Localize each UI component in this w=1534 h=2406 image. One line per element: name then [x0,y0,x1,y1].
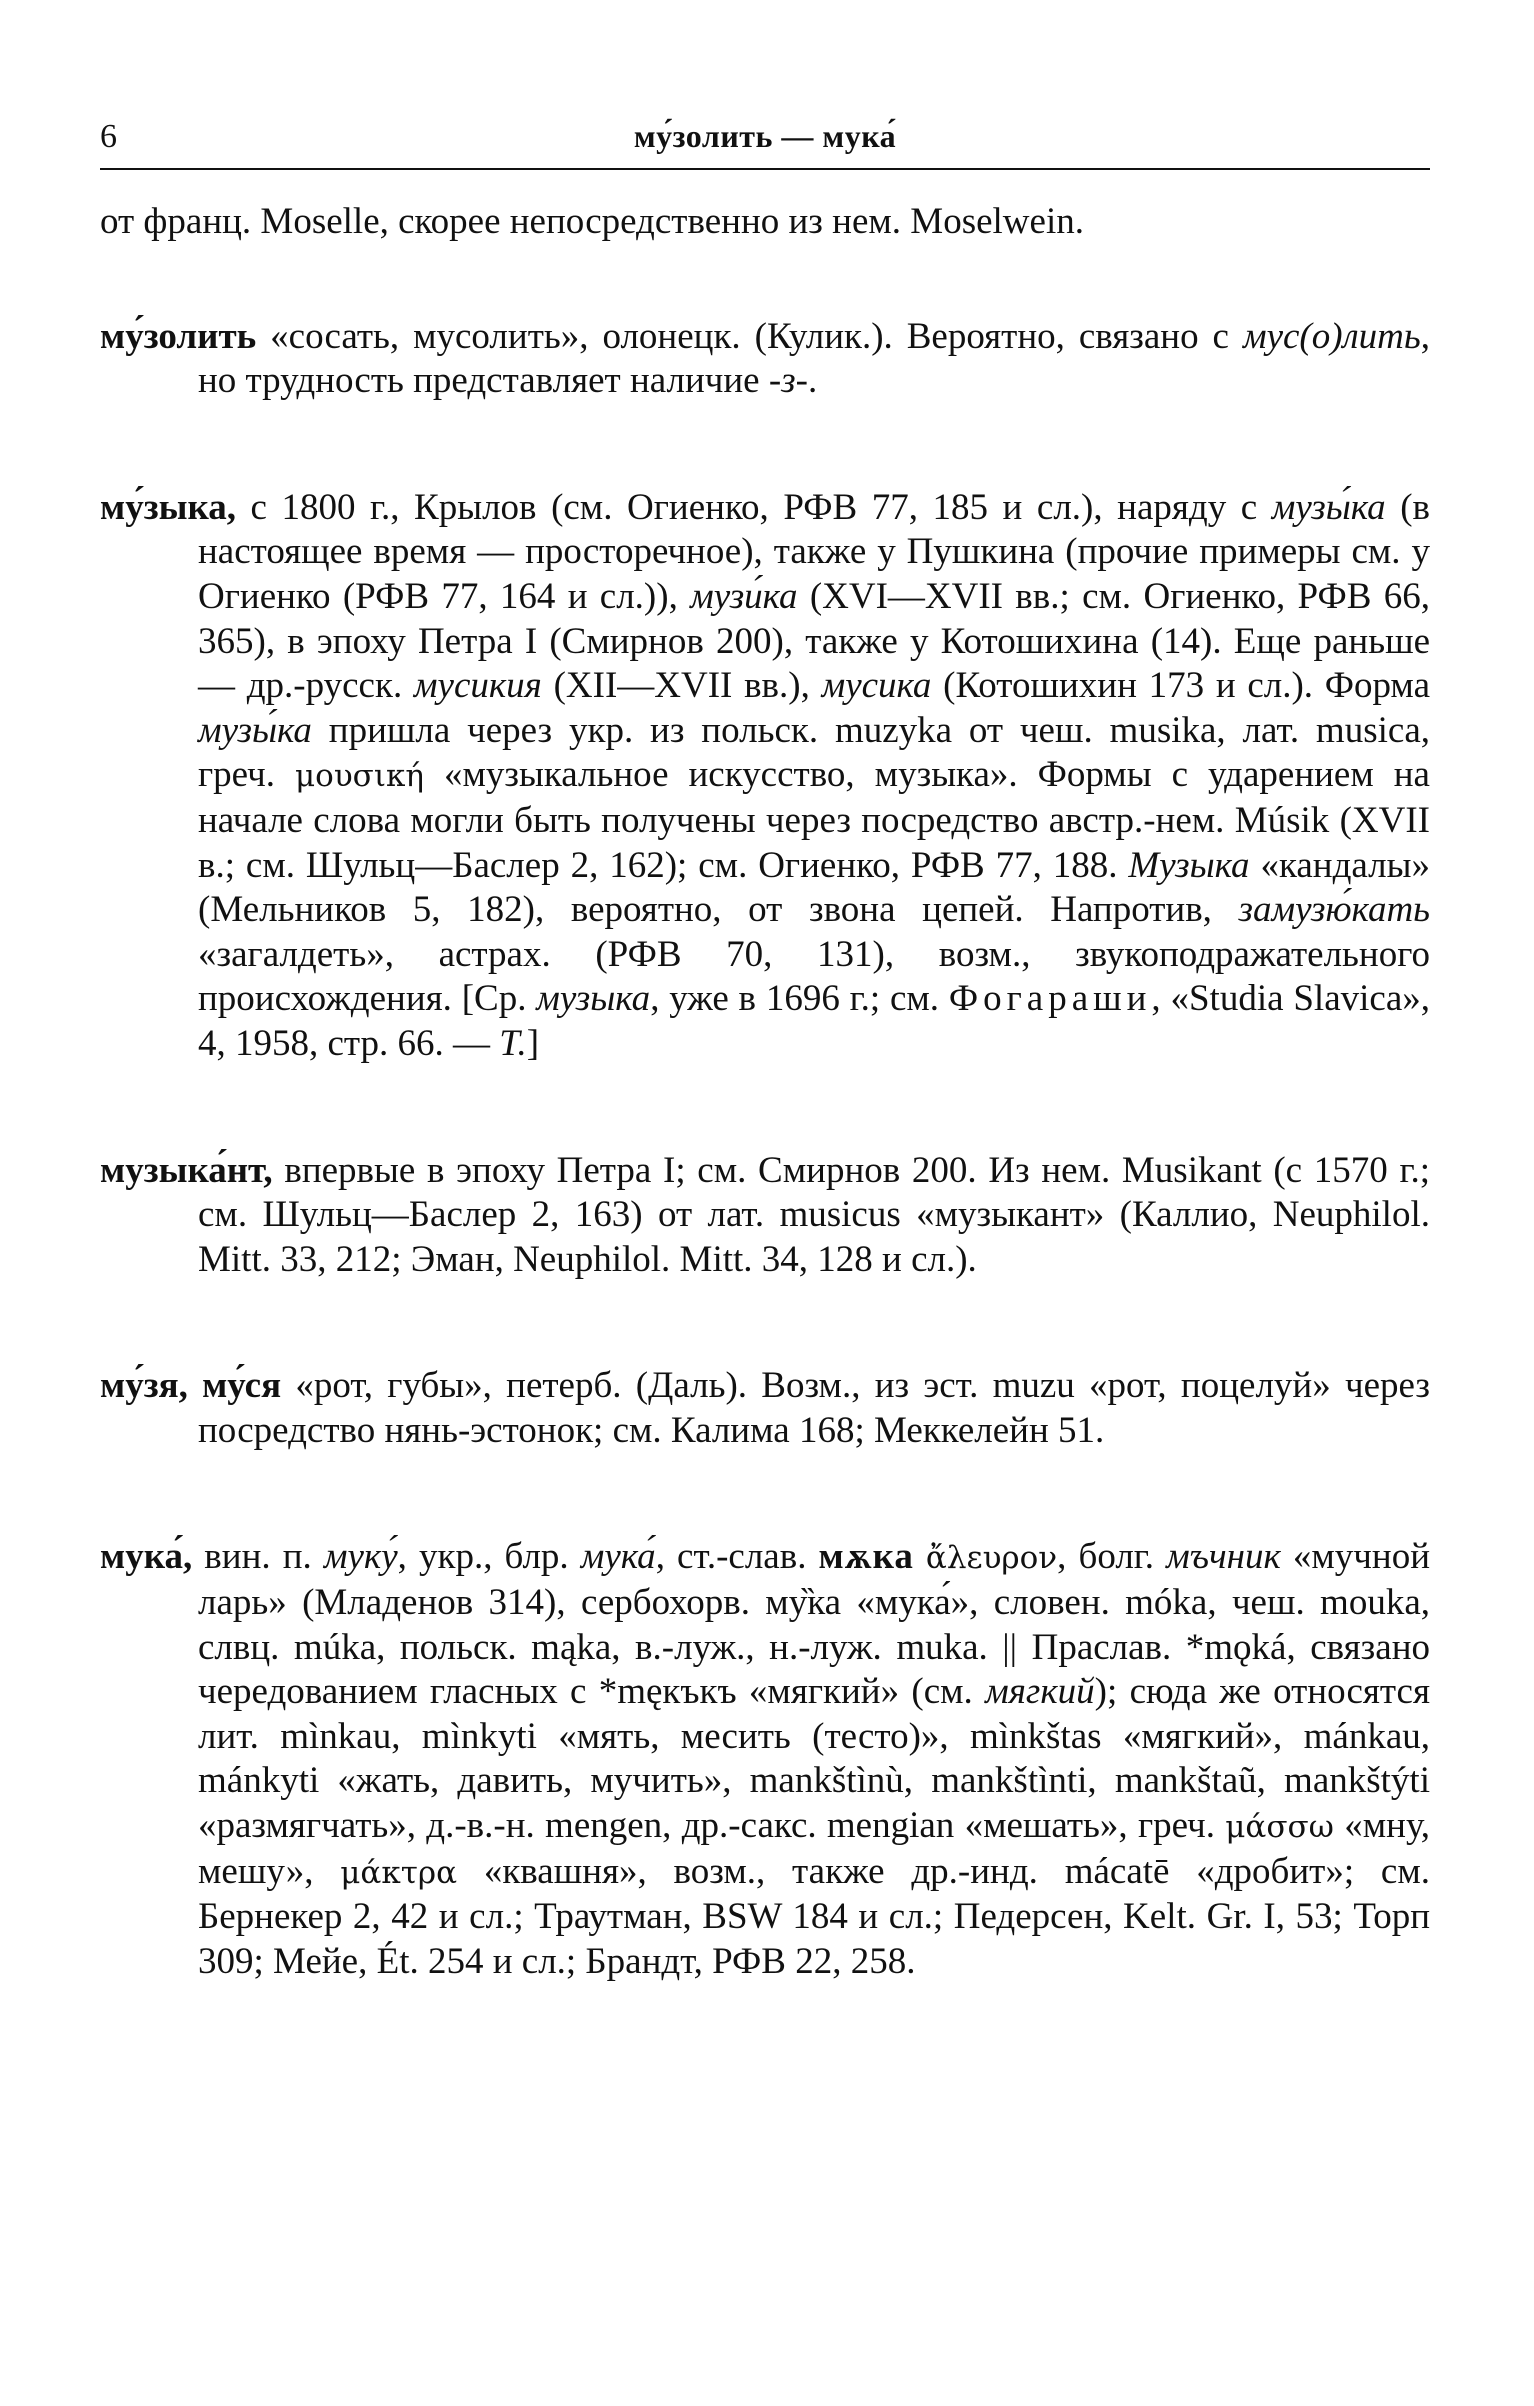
entry-continuation: от франц. Moselle, скорее непосредственно из нем. Moselwein. [100,201,1084,242]
entry-muzolit: му́золить «сосать, мусолить», олонецк. (Кулик.). Вероятно, связано с мус(о)лить, но трудность представляет наличие -з-. [100,315,1430,402]
dictionary-body [100,200,1430,2066]
entry-muzyka: му́зыка, с 1800 г., Крылов (см. Огиенко, РФВ 77, 185 и сл.), наряду с музы́ка (в настоящее время — просторечное), также у Пушкина (прочие примеры см. у Огиенко (РФВ 77, 164 и сл.)), музи́ка (XVI—XVII вв.; см. Огиенко, РФВ 66, 365), в эпоху Петра I (Смирнов 200), также у Котошихина (14). Еще раньше — др.-русск. мусикия (XII—XVII вв.), мусика (Котошихин 173 и сл.). Форма музы́ка пришла через укр. из польск. muzyka от чеш. musika, лат. musica, греч. μουσική «музыкальное искусство, музыка». Формы с ударением на начале слова могли быть получены через посредство австр.-нем. Músik (XVII в.; см. Шульц—Баслер 2, 162); см. Огиенко, РФВ 77, 188. Музыка «кандалы» (Мельников 5, 182), вероятно, от звона цепей. Напротив, замузю́кать «загалдеть», астрах. (РФВ 70, 131), возм., звукоподражательного происхождения. [Ср. музыка, уже в 1696 г.; см. Фогараши, «Studia Slavica», 4, 1958, стр. 66. — Т.] [100,486,1431,1064]
headword: музыка́нт, [100,1149,273,1191]
entry-muzykant: музыка́нт, впервые в эпоху Петра I; см. Смирнов 200. Из нем. Musikant (с 1570 г.; см. Шульц—Баслер 2, 163) от лат. musicus «музыкант» (Каллио, Neuphilol. Mitt. 33, 212; Эман, Neuphilol. Mitt. 34, 128 и сл.). [100,1149,1430,1280]
entry-muzya: му́зя, му́ся «рот, губы», петерб. (Даль). Возм., из эст. muzu «рот, поцелуй» через посредство нянь-эстонок; см. Калима 168; Меккелейн 51. [100,1365,1430,1451]
headword: му́зя, му́ся [100,1365,282,1407]
page-number: 6 [100,118,117,155]
headword: му́золить [100,315,257,357]
page-header [100,118,1430,170]
headword: мука́, [100,1536,193,1578]
entry-muka: мука́, вин. п. муку́, укр., блр. мука́, ст.-слав. мѫка ἄλευρον, болг. мъчник «мучной ларь» (Младенов 314), сербохорв. му̏ка «мука́», словен. móka, чеш. mouka, слвц. múka, польск. mąka, в.-луж., н.-луж. muka. || Праслав. *mǫká, связано чередованием гласных с *męкъкъ «мягкий» (см. мягкий); сюда же относятся лит. mìnkau, mìnkyti «мять, месить (тесто)», mìnkštas «мягкий», mánkau, mánkyti «жать, давить, мучить», mankštìnù, mankštìnti, mankštaũ, mankštýti «размягчать», д.-в.-н. mengen, др.-сакс. mengian «мешать», греч. μάσσω «мну, мешу», μάκτρα «квашня», возм., также др.-инд. mácatē «дробит»; см. Бернекер 2, 42 и сл.; Траутман, BSW 184 и сл.; Педерсен, Kelt. Gr. I, 53; Торп 309; Мейе, Ét. 254 и сл.; Брандт, РФВ 22, 258. [100,1536,1431,1982]
headword: му́зыка, [100,486,236,528]
running-head: му́золить — мука́ [633,118,897,154]
